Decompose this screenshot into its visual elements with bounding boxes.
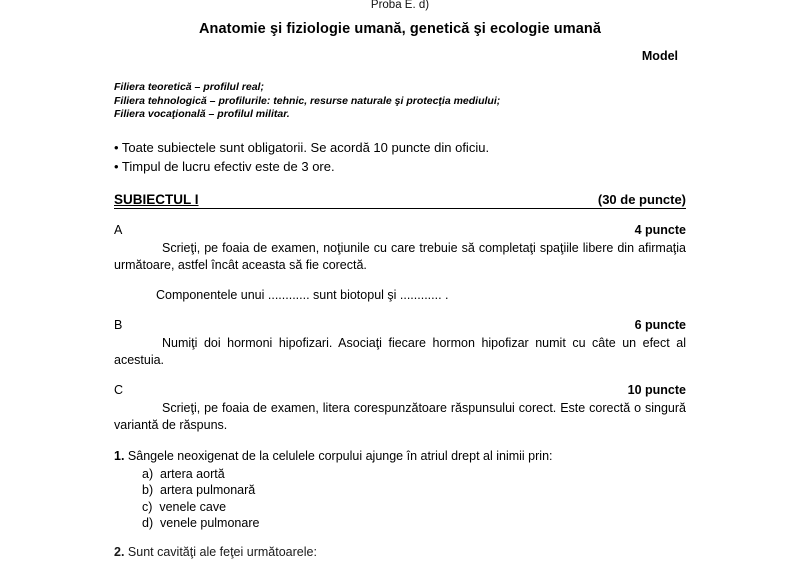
question-1-number: 1. xyxy=(114,448,125,463)
answer-option: a) artera aortă xyxy=(142,466,225,481)
left-margin-band xyxy=(0,0,98,550)
subiect-points: (30 de puncte) xyxy=(597,191,686,207)
item-c-points: 10 puncte xyxy=(627,382,686,397)
question-2 xyxy=(114,544,686,561)
answer-option: b) artera pulmonară xyxy=(142,483,256,497)
question-2-text: Sunt cavităţi ale feţei următoarele: xyxy=(127,544,317,559)
item-b-text: Numiţi doi hormoni hipofizari. Asociaţi fiecare hormon hipofizar numit cu câte un efect al acestuia. xyxy=(114,335,686,367)
document-sheet xyxy=(98,0,702,559)
right-margin-band xyxy=(702,0,800,550)
proba-line: Proba E. d) xyxy=(370,0,430,11)
subiect-header xyxy=(114,192,686,209)
page-title: Anatomie şi fiziologie umană, genetică şi ecologie umană xyxy=(198,21,602,37)
instruction-1: • Toate subiectele sunt obligatorii. Se acordă 10 puncte din oficiu. xyxy=(114,139,490,155)
item-a-letter: A xyxy=(114,222,123,237)
item-c-letter: C xyxy=(114,382,124,397)
item-a-blank: Componentele unui ............ sunt biotopul şi ............ . xyxy=(156,287,449,302)
question-1-text: Sângele neoxigenat de la celulele corpului ajunge în atriul drept al inimii prin: xyxy=(127,448,553,463)
item-a-text: Scrieţi, pe foaia de examen, noţiunile cu care trebuie să completaţi spaţiile libere din afirmaţia următoare, astfel încât aceasta să fie corectă. xyxy=(114,240,686,272)
question-1 xyxy=(114,448,686,465)
item-a-points: 4 puncte xyxy=(634,222,686,237)
filiera-line-2: Filiera tehnologică – profilurile: tehnic, resurse naturale şi protecţia mediului; xyxy=(114,94,501,107)
answer-option: d) venele pulmonare xyxy=(142,516,260,530)
filiera-line-1: Filiera teoretică – profilul real; xyxy=(114,81,264,93)
instruction-2: • Timpul de lucru efectiv este de 3 ore. xyxy=(114,158,335,174)
filiera-block xyxy=(114,81,692,122)
item-c-text: Scrieţi, pe foaia de examen, litera corespunzătoare răspunsului corect. Este corectă o singură variantă de răspuns. xyxy=(114,400,686,432)
item-b-header xyxy=(114,318,686,332)
subiect-title: SUBIECTUL I xyxy=(114,191,199,207)
answer-option: c) venele cave xyxy=(142,499,227,514)
item-b-points: 6 puncte xyxy=(634,317,686,332)
instructions-block xyxy=(114,138,692,176)
filiera-line-3: Filiera vocaţională – profilul militar. xyxy=(114,108,290,120)
model-label: Model xyxy=(641,49,678,63)
question-2-number: 2. xyxy=(114,544,125,559)
item-a-header xyxy=(114,223,686,237)
document-content xyxy=(108,0,692,559)
item-c-header xyxy=(114,383,686,397)
item-b-letter: B xyxy=(114,317,123,332)
question-1-answers xyxy=(142,466,686,532)
